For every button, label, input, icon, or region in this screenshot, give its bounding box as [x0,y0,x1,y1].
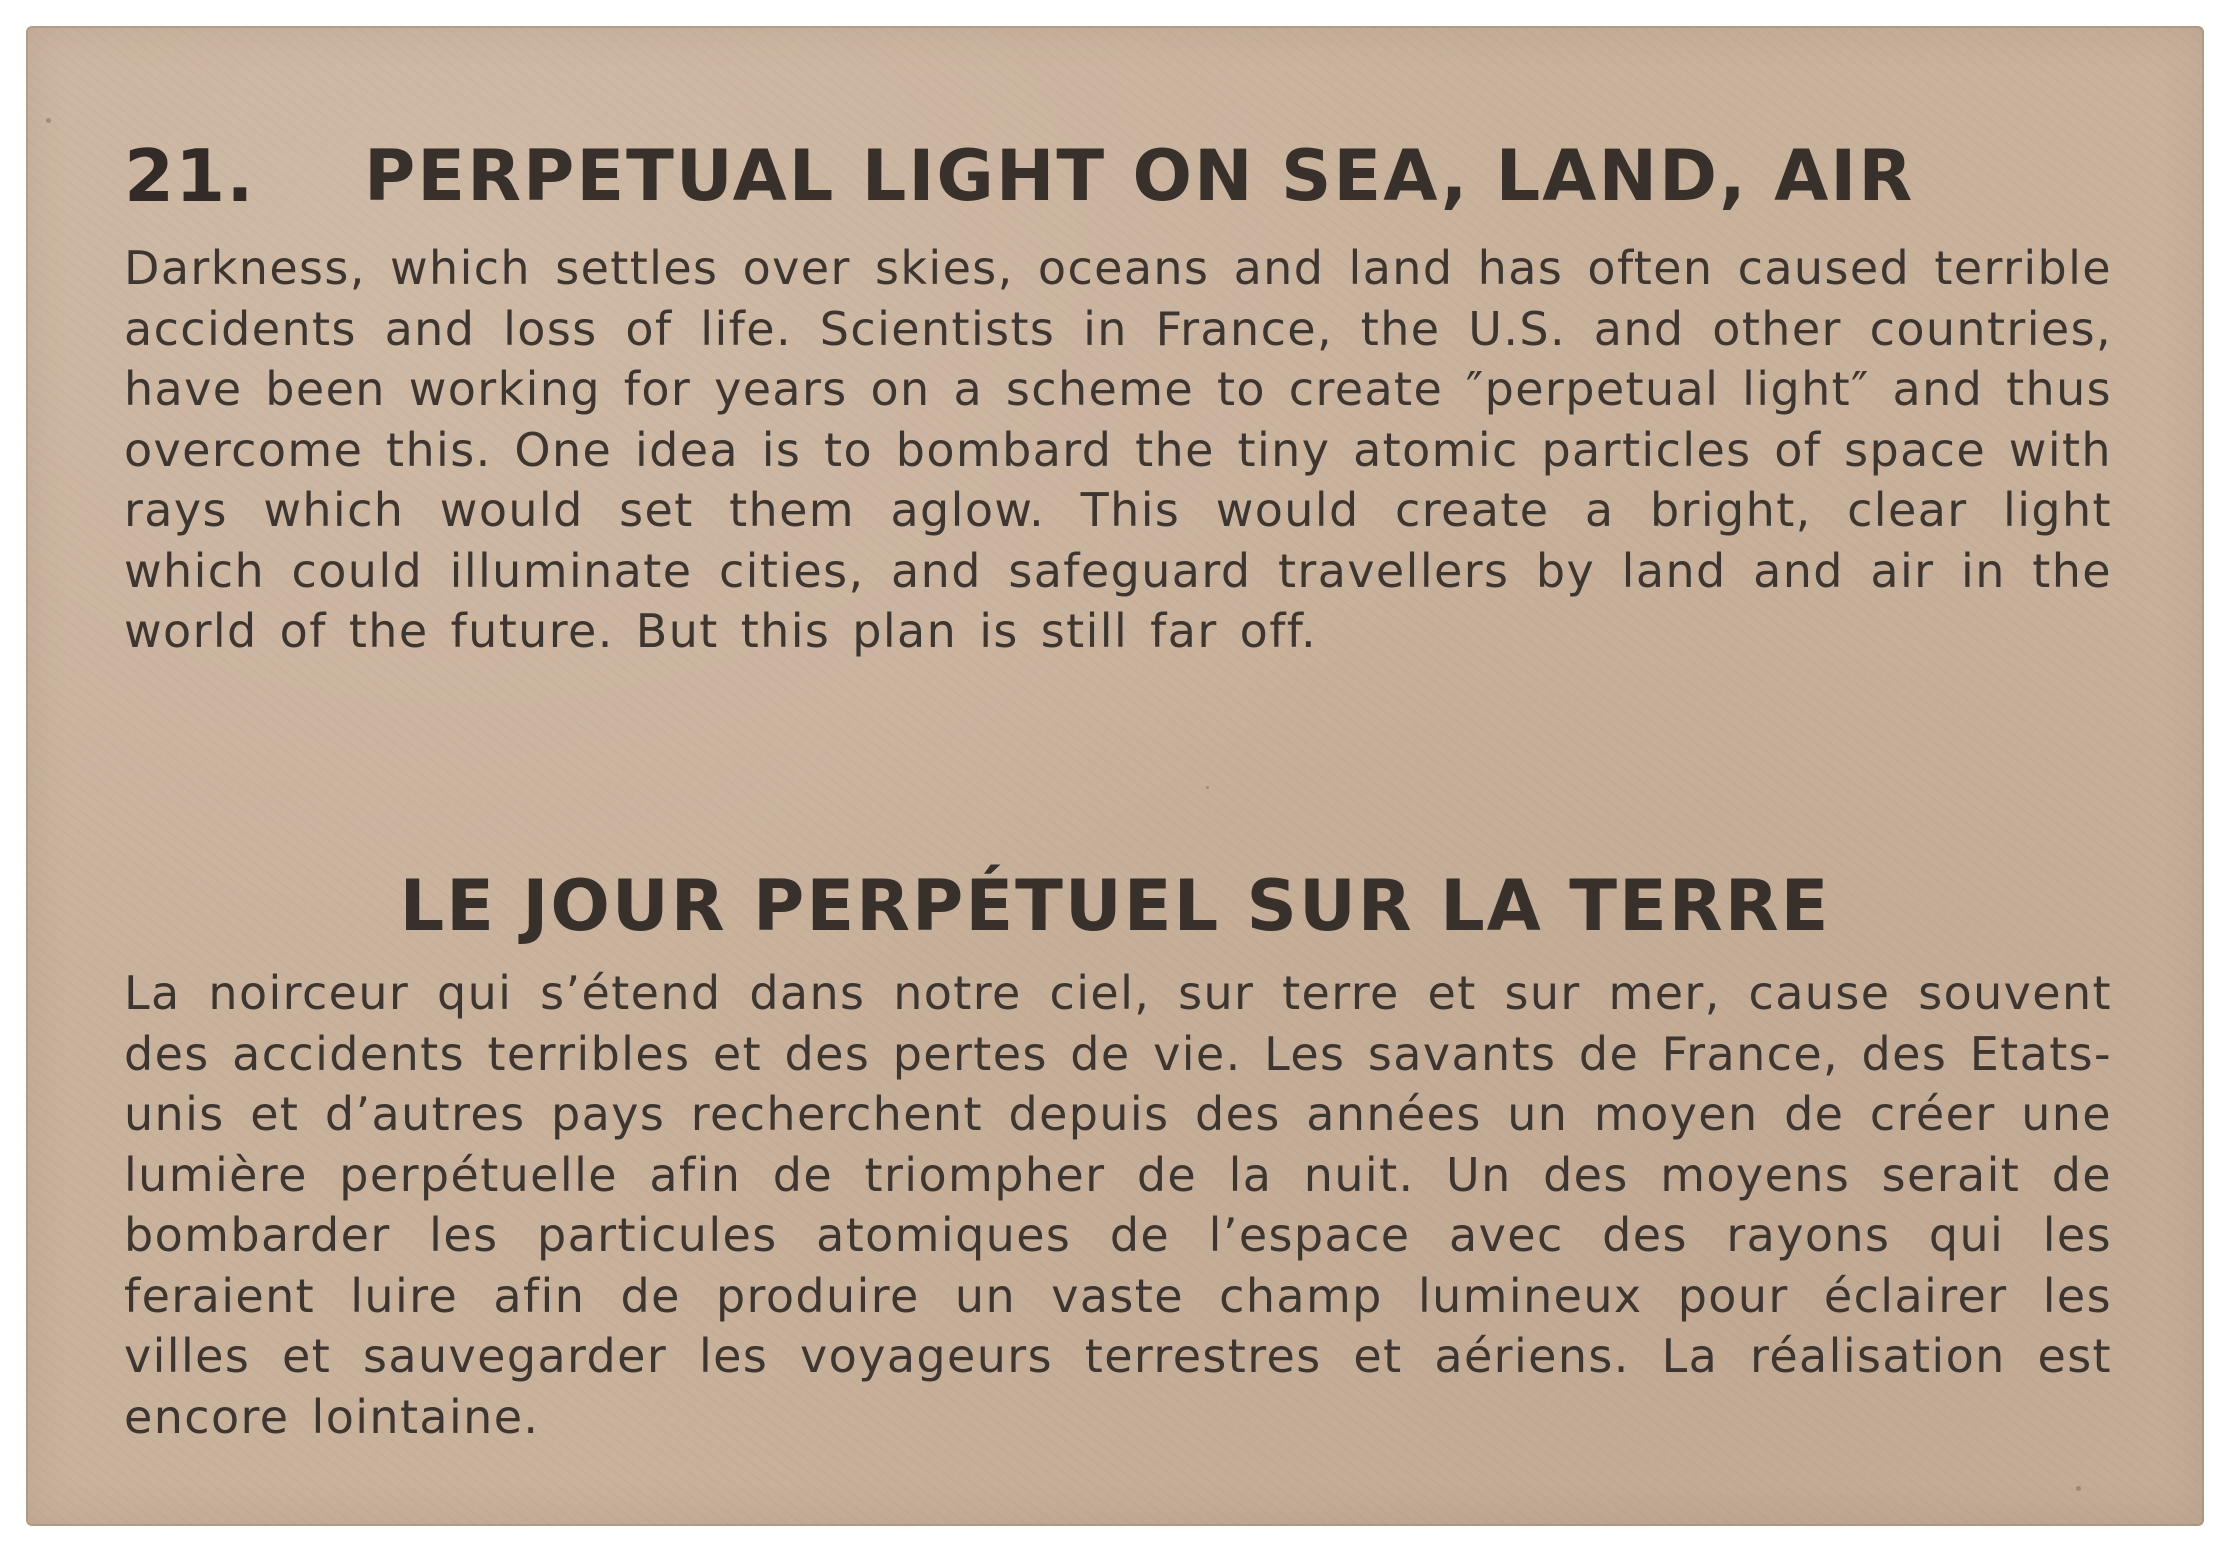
french-title: LE JOUR PERPÉTUEL SUR LA TERRE [399,865,1831,947]
card-number: 21. [124,134,255,218]
paper-speck [46,118,51,123]
trading-card-back [26,26,2204,1526]
french-body-text: La noirceur qui s’étend dans notre ciel, sur terre et sur mer, cause souvent des accidents terribles et des pertes de vie. Les savants de France, des Etats-unis et d’autres pays recherchent depuis des années un moyen de créer une lumière perpétuelle afin de triompher de la nuit. Un des moyens serait de bombarder les particules atomiques de l’espace avec des rayons qui les feraient luire afin de produire un vaste champ lumineux pour éclairer les villes et sauvegarder les voyageurs terrestres et aériens. La réalisation est encore lointaine. [124,966,2112,1444]
english-body-text: Darkness, which settles over skies, oceans and land has often caused terrible accidents and loss of life. Scientists in France, the U.S. and other countries, have been working for years on a scheme to create ″perpetual light″ and thus overcome this. One idea is to bombard the tiny atomic particles of space with rays which would set them aglow. This would create a bright, clear light which could illuminate cities, and safeguard travellers by land and air in the world of the future. But this plan is still far off. [124,241,2112,658]
paper-speck [2076,1486,2081,1491]
english-heading [124,126,2104,226]
paper-speck [1206,786,1209,789]
english-title: PERPETUAL LIGHT ON SEA, LAND, AIR [364,135,1915,217]
